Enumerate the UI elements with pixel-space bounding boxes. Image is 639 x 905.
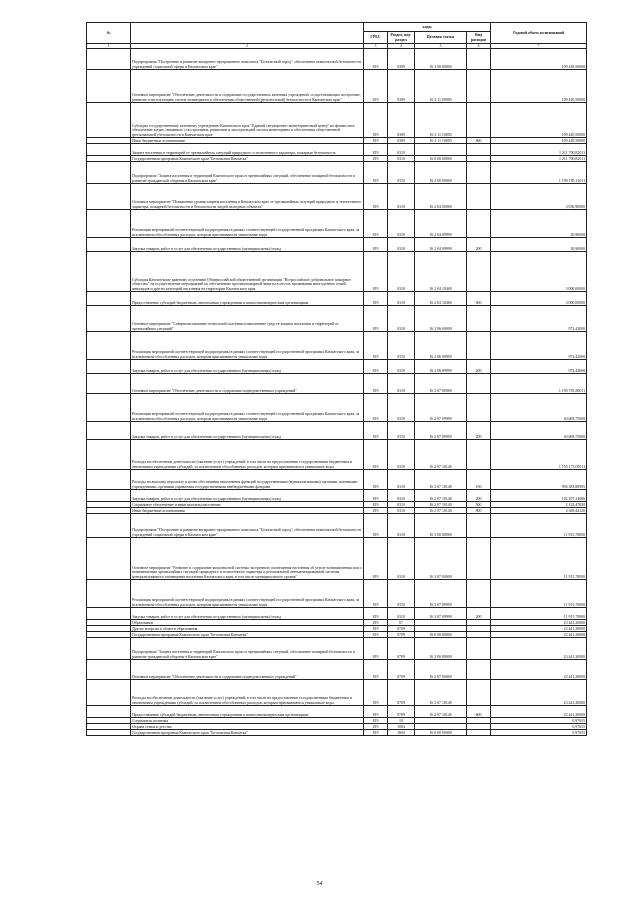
row-razdel-cell: 0310 <box>388 440 415 470</box>
row-razdel-cell: 0709 <box>388 660 415 680</box>
row-csr-cell: 16 2 04 10460 <box>415 252 467 292</box>
row-amount-cell: 30,90000 <box>491 238 587 252</box>
row-number-cell <box>87 730 131 736</box>
row-grbs-cell: 819 <box>364 156 388 162</box>
table-row <box>87 580 587 608</box>
row-number-cell <box>87 538 131 580</box>
row-csr-cell: 16 2 00 00000 <box>415 162 467 184</box>
table-body <box>87 49 587 736</box>
row-amount-cell: 192 297,24066 <box>491 490 587 502</box>
row-grbs-cell: 819 <box>364 184 388 210</box>
row-vr-cell <box>467 730 491 736</box>
row-amount-cell: 40 608,75000 <box>491 394 587 422</box>
row-grbs-cell: 819 <box>364 718 388 724</box>
table-row <box>87 184 587 210</box>
row-number-cell <box>87 638 131 660</box>
row-grbs-cell: 819 <box>364 422 388 440</box>
row-razdel-cell: 0310 <box>388 514 415 538</box>
row-vr-cell <box>467 184 491 210</box>
table-row <box>87 490 587 502</box>
row-csr-cell: 16 2 04 10460 <box>415 292 467 306</box>
table-row <box>87 238 587 252</box>
row-vr-cell: 300 <box>467 502 491 508</box>
row-razdel-cell: 0709 <box>388 638 415 660</box>
row-amount-cell: 109 449,50000 <box>491 70 587 103</box>
row-csr-cell: 16 2 06 00000 <box>415 306 467 332</box>
row-razdel-cell: 0310 <box>388 144 415 156</box>
row-grbs-cell: 819 <box>364 538 388 580</box>
column-number: 4 <box>388 44 415 49</box>
row-vr-cell: 800 <box>467 138 491 144</box>
row-name-cell: Иные бюджетные ассигнования <box>131 508 364 514</box>
row-amount-cell: 3 030,90000 <box>491 184 587 210</box>
header-vr: Вид расходов <box>467 32 491 44</box>
row-csr-cell: 16 0 00 00000 <box>415 730 467 736</box>
row-number-cell <box>87 103 131 138</box>
row-vr-cell: 200 <box>467 360 491 374</box>
row-grbs-cell: 819 <box>364 332 388 360</box>
row-vr-cell <box>467 210 491 238</box>
row-vr-cell <box>467 306 491 332</box>
row-name-cell: Реализация мероприятий соответствующей подпрограммы в рамках соответствующей государственной программы Камчатского края, за исключением обособленных расходов, которым присваиваются уникальные коды <box>131 394 364 422</box>
row-razdel-cell: 0310 <box>388 156 415 162</box>
row-number-cell <box>87 49 131 70</box>
row-grbs-cell: 819 <box>364 580 388 608</box>
row-number-cell <box>87 162 131 184</box>
row-number-cell <box>87 660 131 680</box>
row-grbs-cell: 819 <box>364 70 388 103</box>
row-name-cell: Предоставление субсидий бюджетным, автономным учреждениям и иным некоммерческим организациям <box>131 706 364 718</box>
header-grbs: ГРБС <box>364 32 388 44</box>
row-razdel-cell: 0310 <box>388 360 415 374</box>
table-row <box>87 660 587 680</box>
row-grbs-cell: 819 <box>364 608 388 620</box>
row-name-cell: Расходы на обеспечение деятельности (оказание услуг) учреждений, в том числе на предоставление государственным бюджетным и автономным учреждениям субсидий, за исключением обособленных расходов, которым присваиваются уникальные коды <box>131 680 364 706</box>
row-name-cell: Подпрограмма "Защита населения и территорий Камчатского края от чрезвычайных ситуаций, обеспечение пожарной безопасности и развитие гражданской обороны в Камчатском крае" <box>131 638 364 660</box>
row-name-cell: Закупка товаров, работ и услуг для обеспечения государственных (муниципальных) нужд <box>131 360 364 374</box>
header-csr: Целевая статья <box>415 32 467 44</box>
row-amount-cell: 11 915,70000 <box>491 580 587 608</box>
row-grbs-cell: 819 <box>364 502 388 508</box>
row-amount-cell: 2 122,47830 <box>491 502 587 508</box>
row-name-cell: Предоставление субсидий бюджетным, автономным учреждениям и иным некоммерческим организациям <box>131 292 364 306</box>
row-amount-cell: 23 441,20000 <box>491 660 587 680</box>
row-name-cell: Иные бюджетные ассигнования <box>131 138 364 144</box>
table-row <box>87 514 587 538</box>
table-row <box>87 144 587 156</box>
column-number: 1 <box>87 44 131 49</box>
row-vr-cell <box>467 440 491 470</box>
row-amount-cell: 972,42000 <box>491 306 587 332</box>
row-grbs-cell: 819 <box>364 394 388 422</box>
row-csr-cell: 16 2 07 09990 <box>415 422 467 440</box>
row-amount-cell: 23 441,20000 <box>491 706 587 718</box>
row-razdel-cell: 1004 <box>388 730 415 736</box>
row-vr-cell: 200 <box>467 608 491 620</box>
row-csr-cell: 16 0 00 00000 <box>415 156 467 162</box>
row-csr-cell: 16 2 00 00000 <box>415 638 467 660</box>
row-number-cell <box>87 332 131 360</box>
row-razdel-cell: 0310 <box>388 394 415 422</box>
row-vr-cell <box>467 252 491 292</box>
row-amount-cell: 109 449,50000 <box>491 103 587 138</box>
row-amount-cell: 23 441,20000 <box>491 680 587 706</box>
row-amount-cell: 40 608,75000 <box>491 422 587 440</box>
row-csr-cell: 16 3 07 00000 <box>415 538 467 580</box>
row-name-cell: Защита населения и территорий от чрезвычайных ситуаций природного и техногенного характера, пожарная безопасность <box>131 144 364 156</box>
row-csr-cell: 16 3 11 10850 <box>415 103 467 138</box>
row-amount-cell: 1 211 700,82011 <box>491 144 587 156</box>
row-name-cell: Расходы на обеспечение деятельности (оказание услуг) учреждений, в том числе на предоставление государственным бюджетным и автономным учреждениям субсидий, за исключением обособленных расходов, которым присваиваются уникальные коды <box>131 440 364 470</box>
row-number-cell <box>87 490 131 502</box>
row-grbs-cell: 819 <box>364 103 388 138</box>
row-number-cell <box>87 184 131 210</box>
row-csr-cell: 16 2 06 09990 <box>415 332 467 360</box>
row-vr-cell <box>467 162 491 184</box>
row-number-cell <box>87 306 131 332</box>
row-razdel-cell: 0709 <box>388 632 415 638</box>
row-razdel-cell: 0310 <box>388 162 415 184</box>
row-number-cell <box>87 360 131 374</box>
row-grbs-cell: 819 <box>364 144 388 156</box>
row-vr-cell <box>467 374 491 394</box>
row-name-cell: Другие вопросы в области образования <box>131 626 364 632</box>
row-amount-cell: 23 441,20000 <box>491 620 587 626</box>
row-name-cell: Реализация мероприятий соответствующей подпрограммы в рамках соответствующей государственной программы Камчатского края, за исключением обособленных расходов, которым присваиваются уникальные коды <box>131 332 364 360</box>
row-csr-cell: 16 2 07 10140 <box>415 470 467 490</box>
row-name-cell: Закупка товаров, работ и услуг для обеспечения государственных (муниципальных) нужд <box>131 422 364 440</box>
header-number: № <box>87 23 131 44</box>
row-name-cell: Закупка товаров, работ и услуг для обеспечения государственных (муниципальных) нужд <box>131 490 364 502</box>
row-csr-cell: 16 2 04 09990 <box>415 210 467 238</box>
row-razdel-cell: 0310 <box>388 502 415 508</box>
row-amount-cell: 11 915,70000 <box>491 608 587 620</box>
row-csr-cell: 16 2 06 09990 <box>415 360 467 374</box>
row-grbs-cell: 819 <box>364 638 388 660</box>
row-razdel-cell: 0309 <box>388 138 415 144</box>
row-razdel-cell: 1004 <box>388 724 415 730</box>
row-amount-cell: 23 441,20000 <box>491 626 587 632</box>
row-razdel-cell: 10 <box>388 718 415 724</box>
row-number-cell <box>87 238 131 252</box>
row-csr-cell: 16 2 04 00000 <box>415 184 467 210</box>
row-name-cell: Основное мероприятие "Повышение уровня защиты населения в Камчатском крае от чрезвычайных ситуаций природного и техногенного характера, пожарной безопасности и безопасности людей на водных объектах" <box>131 184 364 210</box>
row-csr-cell: 16 2 07 00000 <box>415 374 467 394</box>
row-name-cell: Субсидия государственному казенному учреждению Камчатского края "Единый ситуационно-мониторинговый центр" на финансовое обеспечение затрат, связанных с построением, развитием и эксплуатацией систем мониторинга и обеспечения общественной (региональной) безопасности в Камчатском крае <box>131 103 364 138</box>
table-row <box>87 470 587 490</box>
row-vr-cell <box>467 144 491 156</box>
row-name-cell: Основное мероприятие "Обеспечение деятельности и содержание подведомственных учреждений" <box>131 374 364 394</box>
row-csr-cell: 16 2 07 09990 <box>415 394 467 422</box>
row-amount-cell: 0,97655 <box>491 730 587 736</box>
row-name-cell: Реализация мероприятий соответствующей подпрограммы в рамках соответствующей государственной программы Камчатского края, за исключением обособленных расходов, которым присваиваются уникальные коды <box>131 580 364 608</box>
table-row <box>87 306 587 332</box>
column-number: 3 <box>364 44 388 49</box>
column-number: 5 <box>415 44 467 49</box>
row-name-cell: Государственная программа Камчатского края "Безопасная Камчатка" <box>131 156 364 162</box>
row-grbs-cell: 819 <box>364 292 388 306</box>
row-vr-cell: 800 <box>467 508 491 514</box>
column-number: 6 <box>467 44 491 49</box>
row-razdel-cell: 0310 <box>388 470 415 490</box>
row-grbs-cell: 819 <box>364 440 388 470</box>
row-amount-cell: 0,97655 <box>491 718 587 724</box>
row-name-cell: Подпрограмма "Построение и развитие аппаратно-программного комплекса "Безопасный город", обеспечение комплексной безопасности учреждений социальной сферы в Камчатском крае" <box>131 514 364 538</box>
row-vr-cell <box>467 332 491 360</box>
table-row <box>87 422 587 440</box>
row-grbs-cell: 819 <box>364 360 388 374</box>
row-grbs-cell: 819 <box>364 162 388 184</box>
row-razdel-cell: 0310 <box>388 508 415 514</box>
row-vr-cell: 200 <box>467 422 491 440</box>
row-razdel-cell: 0310 <box>388 490 415 502</box>
row-amount-cell: 11 915,70000 <box>491 538 587 580</box>
table-row <box>87 538 587 580</box>
row-grbs-cell: 819 <box>364 706 388 718</box>
row-csr-cell: 16 2 07 10140 <box>415 706 467 718</box>
row-number-cell <box>87 144 131 156</box>
row-razdel-cell: 0310 <box>388 306 415 332</box>
row-razdel-cell: 0310 <box>388 184 415 210</box>
row-grbs-cell: 819 <box>364 138 388 144</box>
row-vr-cell <box>467 580 491 608</box>
row-grbs-cell: 819 <box>364 730 388 736</box>
row-amount-cell: 972,42000 <box>491 332 587 360</box>
row-name-cell: Социальное обеспечение и иные выплаты населению <box>131 502 364 508</box>
row-grbs-cell: 819 <box>364 660 388 680</box>
row-number-cell <box>87 394 131 422</box>
row-number-cell <box>87 210 131 238</box>
row-grbs-cell: 819 <box>364 238 388 252</box>
row-number-cell <box>87 706 131 718</box>
table-row <box>87 49 587 70</box>
row-razdel-cell: 0310 <box>388 252 415 292</box>
table-row <box>87 374 587 394</box>
row-csr-cell: 16 2 07 10140 <box>415 502 467 508</box>
row-grbs-cell: 819 <box>364 680 388 706</box>
column-number: 2 <box>131 44 364 49</box>
row-number-cell <box>87 680 131 706</box>
row-csr-cell: 16 2 07 10140 <box>415 490 467 502</box>
row-amount-cell: 3 000,00000 <box>491 292 587 306</box>
row-razdel-cell: 0310 <box>388 580 415 608</box>
row-grbs-cell: 819 <box>364 508 388 514</box>
row-csr-cell: 16 0 00 00000 <box>415 632 467 638</box>
row-grbs-cell: 819 <box>364 252 388 292</box>
row-name-cell: Основное мероприятие "Обеспечение деятельности и содержание подведомственных учреждений" <box>131 660 364 680</box>
row-name-cell: Закупка товаров, работ и услуг для обеспечения государственных (муниципальных) нужд <box>131 608 364 620</box>
row-amount-cell: 109 449,50000 <box>491 49 587 70</box>
table-row <box>87 332 587 360</box>
row-amount-cell: 956 383,88995 <box>491 470 587 490</box>
row-grbs-cell: 819 <box>364 490 388 502</box>
table-row <box>87 70 587 103</box>
header-amount: Годовой объем ассигнований <box>491 23 587 44</box>
row-csr-cell: 16 3 00 00000 <box>415 49 467 70</box>
row-vr-cell <box>467 680 491 706</box>
row-amount-cell: 1 155 173,05011 <box>491 440 587 470</box>
page-number: 54 <box>316 881 323 887</box>
table-row <box>87 162 587 184</box>
row-number-cell <box>87 374 131 394</box>
row-name-cell: Закупка товаров, работ и услуг для обеспечения государственных (муниципальных) нужд <box>131 238 364 252</box>
row-razdel-cell: 0709 <box>388 706 415 718</box>
row-vr-cell <box>467 660 491 680</box>
row-csr-cell: 16 3 11 00000 <box>415 70 467 103</box>
row-name-cell: Социальная политика <box>131 718 364 724</box>
row-razdel-cell: 0310 <box>388 538 415 580</box>
table-row <box>87 252 587 292</box>
row-name-cell: Основное мероприятие "Развитие и содержание комплексной системы экстренного оповещения населения об угрозе возникновения или о возникновении чрезвычайных ситуаций природного и техногенного характера и региональной автоматизированной системы централизованного оповещения населения Камчатского края, в том числе муниципального уровня" <box>131 538 364 580</box>
table-row <box>87 292 587 306</box>
row-razdel-cell: 07 <box>388 620 415 626</box>
row-csr-cell: 16 2 04 09990 <box>415 238 467 252</box>
row-grbs-cell: 819 <box>364 724 388 730</box>
row-grbs-cell: 819 <box>364 49 388 70</box>
row-amount-cell: 3 000,00000 <box>491 252 587 292</box>
row-amount-cell: 30,90000 <box>491 210 587 238</box>
row-name-cell: Государственная программа Камчатского края "Безопасная Камчатка" <box>131 632 364 638</box>
row-csr-cell: 16 3 00 00000 <box>415 514 467 538</box>
row-razdel-cell: 0310 <box>388 238 415 252</box>
row-razdel-cell: 0309 <box>388 49 415 70</box>
header-codes: коды <box>364 23 491 32</box>
row-number-cell <box>87 422 131 440</box>
header-name <box>131 23 364 44</box>
table-row <box>87 680 587 706</box>
row-amount-cell: 4 369,44120 <box>491 508 587 514</box>
row-vr-cell <box>467 70 491 103</box>
budget-table-page <box>86 22 586 736</box>
budget-table <box>86 22 587 736</box>
row-vr-cell <box>467 538 491 580</box>
row-csr-cell: 16 2 07 10140 <box>415 508 467 514</box>
row-csr-cell: 16 3 07 09990 <box>415 608 467 620</box>
row-vr-cell: 200 <box>467 238 491 252</box>
row-vr-cell: 600 <box>467 292 491 306</box>
row-grbs-cell: 819 <box>364 620 388 626</box>
row-name-cell: Субсидия Камчатскому краевому отделению Общероссийской общественной организации "Всероссийское добровольное пожарное общество" на осуществление мероприятий по обеспечению противопожарной защиты в местах проживания многодетных семей, инвалидов и других категорий населения на территории Камчатского края <box>131 252 364 292</box>
row-csr-cell: 16 3 11 10850 <box>415 138 467 144</box>
row-grbs-cell: 819 <box>364 306 388 332</box>
row-amount-cell: 109 449,50000 <box>491 138 587 144</box>
table-row <box>87 608 587 620</box>
table-row <box>87 706 587 718</box>
table-row <box>87 360 587 374</box>
row-razdel-cell: 0309 <box>388 103 415 138</box>
row-number-cell <box>87 252 131 292</box>
row-name-cell: Расходы на выплаты персоналу в целях обеспечения выполнения функций государственными (муниципальными) органами, казенными учреждениями, органами управления государственными внебюджетными фондами <box>131 470 364 490</box>
row-csr-cell: 16 2 07 00000 <box>415 660 467 680</box>
row-razdel-cell: 0310 <box>388 608 415 620</box>
header-razdel: Раздел, под- раздел <box>388 32 415 44</box>
row-amount-cell: 972,42000 <box>491 360 587 374</box>
row-grbs-cell: 819 <box>364 514 388 538</box>
row-razdel-cell: 0709 <box>388 680 415 706</box>
row-vr-cell: 200 <box>467 490 491 502</box>
row-name-cell: Государственная программа Камчатского края "Безопасная Камчатка" <box>131 730 364 736</box>
row-vr-cell <box>467 49 491 70</box>
row-amount-cell: 1 195 781,80011 <box>491 374 587 394</box>
row-razdel-cell: 0310 <box>388 422 415 440</box>
row-number-cell <box>87 292 131 306</box>
row-amount-cell: 11 915,70000 <box>491 514 587 538</box>
row-number-cell <box>87 470 131 490</box>
row-grbs-cell: 819 <box>364 470 388 490</box>
row-vr-cell <box>467 394 491 422</box>
row-name-cell: Подпрограмма "Защита населения и территорий Камчатского края от чрезвычайных ситуаций, обеспечение пожарной безопасности и развитие гражданской обороны в Камчатском крае" <box>131 162 364 184</box>
row-csr-cell: 16 3 07 09990 <box>415 580 467 608</box>
row-csr-cell: 16 2 07 10140 <box>415 680 467 706</box>
row-razdel-cell: 0310 <box>388 292 415 306</box>
row-name-cell: Основное мероприятие "Обеспечение деятельности и содержание государственных казенных учреждений, осуществляющих построение, развитие и эксплуатацию систем мониторинга и обеспечения общественной (региональной) безопасности в Камчатском крае" <box>131 70 364 103</box>
row-vr-cell <box>467 638 491 660</box>
row-amount-cell: 0,97655 <box>491 724 587 730</box>
row-name-cell: Образование <box>131 620 364 626</box>
row-amount-cell: 1 199 785,12011 <box>491 162 587 184</box>
row-vr-cell: 100 <box>467 470 491 490</box>
row-grbs-cell: 819 <box>364 626 388 632</box>
row-razdel-cell: 0310 <box>388 374 415 394</box>
row-razdel-cell: 0310 <box>388 210 415 238</box>
row-number-cell <box>87 608 131 620</box>
row-razdel-cell: 0709 <box>388 626 415 632</box>
table-row <box>87 394 587 422</box>
row-number-cell <box>87 440 131 470</box>
row-amount-cell: 23 441,20000 <box>491 638 587 660</box>
row-vr-cell <box>467 514 491 538</box>
row-razdel-cell: 0310 <box>388 332 415 360</box>
table-row <box>87 103 587 138</box>
column-number: 7 <box>491 44 587 49</box>
row-grbs-cell: 819 <box>364 210 388 238</box>
row-amount-cell: 1 211 700,82011 <box>491 156 587 162</box>
row-number-cell <box>87 580 131 608</box>
row-number-cell <box>87 514 131 538</box>
row-vr-cell: 600 <box>467 706 491 718</box>
table-row <box>87 638 587 660</box>
row-grbs-cell: 819 <box>364 632 388 638</box>
row-amount-cell: 23 441,20000 <box>491 632 587 638</box>
row-name-cell: Основное мероприятие "Совершенствование технологий спасения и наполнение средств защиты населения и территорий от чрезвычайных ситуаций" <box>131 306 364 332</box>
table-row <box>87 730 587 736</box>
row-csr-cell <box>415 144 467 156</box>
row-name-cell: Подпрограмма "Построение и развитие аппаратно-программного комплекса "Безопасный город", обеспечение комплексной безопасности учреждений социальной сферы в Камчатском крае" <box>131 49 364 70</box>
row-vr-cell <box>467 103 491 138</box>
table-row <box>87 210 587 238</box>
row-name-cell: Охрана семьи и детства <box>131 724 364 730</box>
table-row <box>87 440 587 470</box>
row-grbs-cell: 819 <box>364 374 388 394</box>
row-name-cell: Реализация мероприятий соответствующей подпрограммы в рамках соответствующей государственной программы Камчатского края, за исключением обособленных расходов, которым присваиваются уникальные коды <box>131 210 364 238</box>
row-csr-cell: 16 2 07 10140 <box>415 440 467 470</box>
row-razdel-cell: 0309 <box>388 70 415 103</box>
row-number-cell <box>87 70 131 103</box>
